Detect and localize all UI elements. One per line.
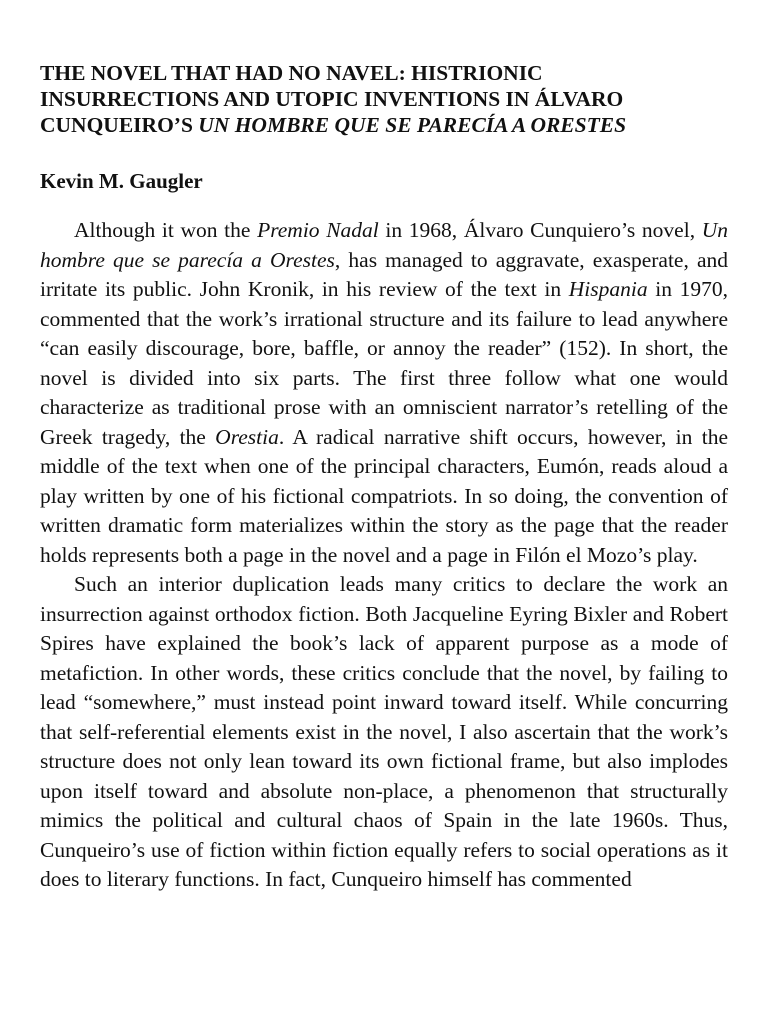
p1-italic-novel-title: Un hombre que se parecía a Orestes (40, 218, 728, 272)
p1-text-2: in 1968, Álvaro Cunquiero’s novel, (378, 218, 702, 242)
p1-italic-hispania: Hispania (568, 277, 648, 301)
title-line-1: THE NOVEL THAT HAD NO NAVEL: HISTRIONIC (40, 61, 543, 85)
p1-text-3: , has managed to aggravate, exasperate, and irritate its public. John Kronik, in his review of the text in (40, 247, 729, 301)
title-line-3-italic: UN HOMBRE QUE SE PARECÍA A ORESTES (198, 113, 627, 137)
p1-italic-orestia: Orestia (215, 424, 279, 449)
p1-text-1: Although it won the (74, 218, 258, 242)
article-title (40, 60, 728, 138)
article-page (40, 60, 728, 895)
title-line-3-prefix: CUNQUEIRO’S (40, 113, 199, 137)
paragraph-1 (40, 216, 728, 570)
p1-text-5: . A radical narrative shift occurs, however, in the middle of the text when one of the principal characters, Eumón, reads aloud a play written by one of his fictional compatriots. In so doing, the convention of written dramatic form materializes within the story as the page that the reader holds represents both a page in the novel and a page in Filón el Mozo’s play. (40, 424, 728, 567)
title-line-2: INSURRECTIONS AND UTOPIC INVENTIONS IN ÁLVARO (40, 87, 624, 111)
p1-italic-premio-nadal: Premio Nadal (257, 218, 379, 242)
p1-text-4: in 1970, commented that the work’s irrational structure and its failure to lead anywhere “can easily discourage, bore, baffle, or annoy the reader” (152). In short, the novel is divided into six parts. The first three follow what one would characterize as traditional prose with an omniscient narrator’s retelling of the Greek tragedy, the (40, 277, 728, 449)
paragraph-2: Such an interior duplication leads many critics to declare the work an insurrection against orthodox fiction. Both Jacqueline Eyring Bixler and Robert Spires have explained the book’s lack of apparent purpose as a mode of metafiction. In other words, these critics conclude that the novel, by failing to lead “somewhere,” must instead point inward toward itself. While concurring that self-referential elements exist in the novel, I also ascertain that the work’s structure does not only lean toward its own fictional frame, but also implodes upon itself toward and absolute non-place, a phenomenon that structurally mimics the political and cultural chaos of Spain in the late 1960s. Thus, Cunqueiro’s use of fiction within fiction equally refers to social operations as it does to literary functions. In fact, Cunqueiro himself has commented (40, 572, 728, 891)
author-name: Kevin M. Gaugler (40, 169, 203, 193)
